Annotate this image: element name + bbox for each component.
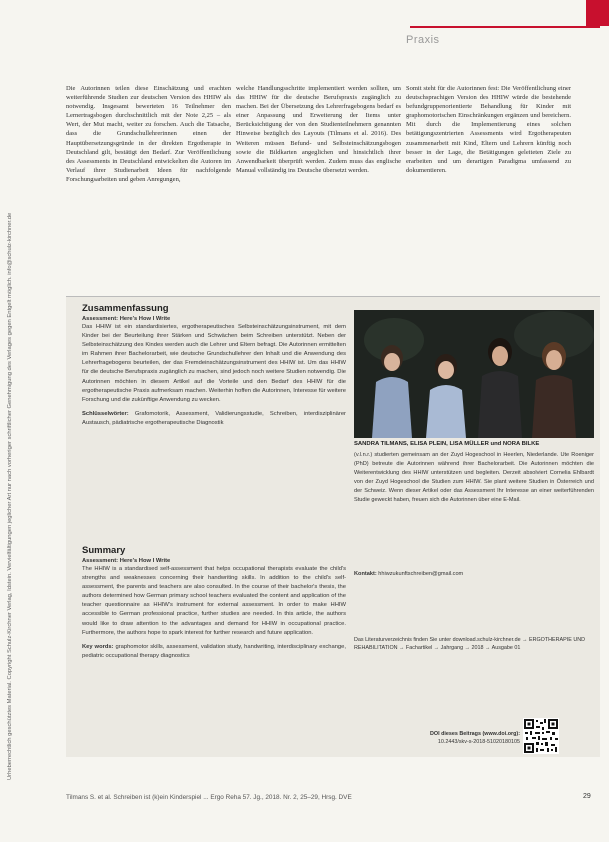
doi-value[interactable]: 10.2443/skv-s-2018-51020180105 xyxy=(437,739,520,745)
keywords-label: Schlüsselwörter: xyxy=(82,410,129,417)
column-3-text: Somit steht für die Autorinnen fest: Die Veröffentlichung einer deutschsprachigen Version des HHIW würde die bestehende befundgruppenorientierte Behandlung für Kinder mit graphomotorischen Einschränkungen ergänzen und bereichern. Mit durch die Implementierung eines solchen betätigungszentrierten Assessments wird Ergotherapeuten zusammenarbeit mit Kind, Eltern und Lehrern künftig noch besser in der Lage, die Betätigungen geleiteten Ziele zu erarbeiten und um derartigen Paradigma umfassend zu dokumentieren. xyxy=(406,85,571,174)
reference-note: Das Literaturverzeichnis finden Sie unter download.schulz-kirchner.de → ERGOTHERAPIE UND REHABILITATION → Fachartikel → Jahrgang → 2018 → Ausgabe 01 xyxy=(354,637,585,652)
qr-code-icon[interactable] xyxy=(523,718,559,754)
doi-label: DOI dieses Beitrags (www.doi.org): xyxy=(430,731,520,737)
authors-photo xyxy=(354,310,594,438)
photo-caption-names: SANDRA TILMANS, ELISA PLEIN, LISA MÜLLER und NORA BILKE xyxy=(354,441,540,447)
keywords-text: graphomotor skills, assessment, validation study, handwriting, interdisciplinary exchange, pediatric occupational therapy diagnostics xyxy=(82,643,346,659)
abstract-german-heading: Zusammenfassung xyxy=(82,303,169,314)
abstract-german-body: Das HHIW ist ein standardisiertes, ergotherapeutisches Selbsteinschätzungsinstrument, mit dem Kinder bei der Beurteilung ihrer Stärken und Schwächen beim Schreiben unterstützt. Neben der Selbsteinschätzung des Kindes werden auch die Lehrer und Eltern befragt. Die Autorinnen ermittelten im Rahmen ihrer Bachelorarbeit, wie deutsche Grundschullehrer den Inhalt und die Anwendung des Lehrerfragebogens beurteilen, der das Fremdeinschätzungsinstrument des HHIW ist. Um das HHIW für die deutsche Berufspraxis zugänglich zu machen, sind jedoch noch weitere Studien notwendig. Die Autorinnen möchten in diesem Artikel auf die Vorteile und den Bedarf des HHIW für die ergotherapeutische Praxis aufmerksam machen. Weiterhin hoffen die Autorinnen, Interesse für weitere Forschung und die zukünftige Anwendung zu wecken. xyxy=(82,324,346,403)
footer-citation: Tilmans S. et al. Schreiben ist (k)ein Kinderspiel ... Ergo Reha 57. Jg., 2018. Nr. 2, 25–29, Hrsg. DVE xyxy=(66,794,352,801)
keywords-text: Grafomotorik, Assessment, Validierungsstudie, Schreiben, interdisziplinärer Austausch, pädiatrische ergotherapeutische Diagnostik xyxy=(82,410,346,426)
abstract-english-body: The HHIW is a standardised self-assessment that helps occupational therapists evaluate the child's strengths and weaknesses concerning their handwriting skills. In addition to the child's self-assessment, the parents and teachers are also consulted. In the course of their bachelor's thesis, the authors determined how German primary school teachers evaluated the content and application of the teacher questionnaire as HHIW's instrument for external assessment. In order to make HHIW accessible to German professional practice, further studies are needed. In this article, the authors would like to draw attention to the advantages and demand for HHIW in occupational practice. Furthermore, the authors hope to spark interest for further research and future application. xyxy=(82,566,346,636)
abstract-english-subtitle: Assessment: Here's How I Write xyxy=(82,558,171,564)
column-2-text: welche Handlungsschritte implementiert werden sollten, um das HHIW für die deutsche Berufspraxis zugänglich zu machen. Bei der Übersetzung des Lehrerfragebogens bedarf es einer Anpassung und Erweiterung der Items unter Berücksichtigung der von den Studienteilnehmern genannten Hinweise bezüglich des Layouts (Tilmans et al. 2016). Des Weiteren müssen Befund- und Selbsteinschätzungsbogen sowie die Bildkarten angeglichen und hinsichtlich ihrer Anwendbarkeit überprüft werden. Zudem muss das englische Manual vollständig ins Deutsche übersetzt werden. xyxy=(236,85,401,174)
abstract-english xyxy=(82,545,346,661)
article-column-1 xyxy=(66,84,231,184)
abstract-german-keywords xyxy=(82,410,346,428)
copyright-watermark: Urheberrechtlich geschütztes Material. Copyright Schulz-Kirchner Verlag, Idstein. Vervielfältigungen jeglicher Art nur nach vorheriger schriftlicher Genehmigung des Verlages gegen Entgelt möglich. info@schulz-kirchner.de xyxy=(7,212,13,780)
header-red-tab xyxy=(586,0,609,26)
section-label: Praxis xyxy=(406,34,440,46)
column-1-text: Die Autorinnen teilen diese Einschätzung und erachten weiterführende Studien zur deutschen Version des HHIW als notwendig. Insgesamt bewerteten 16 Teilnehmer den Lernertragsbogen durchschnittlich mit der Note 2,25 – als Wert, der Mut macht, weiter zu forschen. Auch die Tatsache, dass die Grundschullehrerinnen einen der Hauptübersetzungsgründe in der direkten Ergotherapie in Deutschland gilt, bestätigt den Bedarf. Zur Veröffentlichung des Assessments in Deutschland entwickelten die Autoren im Verlauf ihrer Studienarbeit Ideen für nachfolgende Forschungsarbeiten und geben Anregungen, xyxy=(66,85,231,183)
abstract-german xyxy=(82,303,346,428)
contact-label: Kontakt: xyxy=(354,571,377,577)
doi-block xyxy=(380,730,520,746)
page-number: 29 xyxy=(583,793,591,800)
authors-photo-illustration xyxy=(354,310,594,438)
abstract-german-subtitle: Assessment: Here's How I Write xyxy=(82,316,171,322)
abstract-english-heading: Summary xyxy=(82,545,126,556)
article-column-2 xyxy=(236,84,401,175)
keywords-label: Key words: xyxy=(82,643,114,650)
contact-email[interactable]: hhiwzukunftschreiben@gmail.com xyxy=(378,571,464,577)
header-rule xyxy=(410,26,600,28)
contact-line xyxy=(354,571,594,577)
abstract-english-keywords xyxy=(82,643,346,661)
article-column-3 xyxy=(406,84,571,175)
photo-caption-text: (v.l.n.r.) studierten gemeinsam an der Zuyd Hogeschool in Heerlen, Niederlande. Ute Roeniger (PhD) betreute die Autorinnen während ihrer Bachelorarbeit. Die Autorinnen möchten die Weiterentwicklung des HHIW unterstützen und begleiten. Derzeit absolviert Cornelia Ehlbardt von der Zuyd Hogeschool die Studien zum HHIW. Sie plant weitere Studien in Österreich und der Schweiz. Wenn dieser Artikel oder das Assessment Ihr Interesse an einer weiterführenden Studie geweckt haben, freuen sich die Autorinnen über eine E-Mail. xyxy=(354,452,594,503)
